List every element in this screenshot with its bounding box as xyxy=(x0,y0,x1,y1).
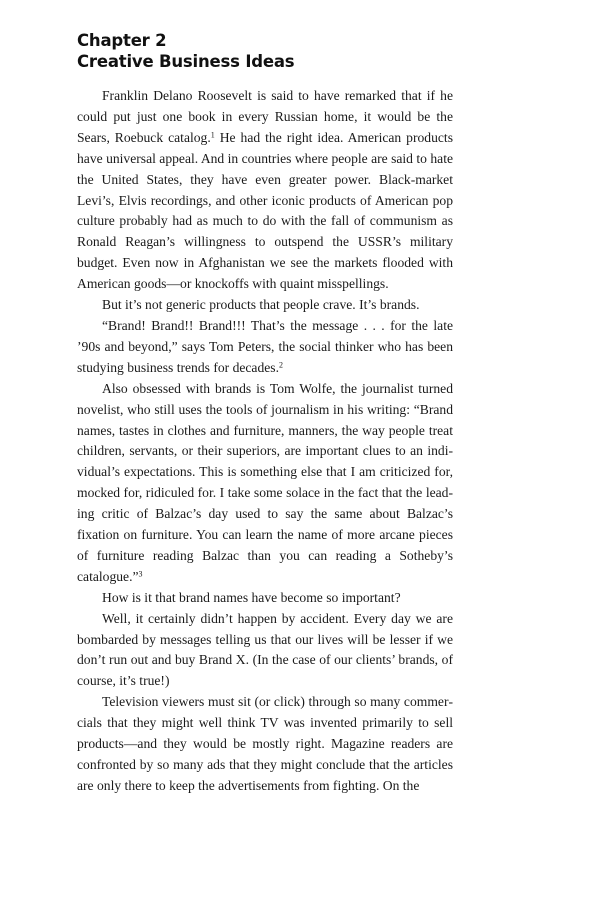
chapter-label: Chapter 2 xyxy=(77,31,167,50)
paragraph: Television viewers must sit (or click) through so many commercials that they might well think TV was invented primarily to sell products—and they would be mostly right. Magazine readers are confronted by so many ads that they might conclude that the articles are only there to keep the advertisements from fighting. On the xyxy=(77,694,453,793)
paragraph: But it’s not generic products that people crave. It’s brands. xyxy=(102,297,420,313)
paragraph: Franklin Delano Roosevelt is said to have remarked that if he could put just one book in every Russian home, it would be the Sears, Roebuck catalog.$^1$ He had the right idea. American products have universal appeal. And in countries where people are said to hate the United States, they have even greater power. Black-market Levi’s, Elvis recordings, and other iconic products of American pop culture probably had as much to do with the fall of communism as Ronald Reagan’s willingness to outspend the USSR’s military budget. Even now in Afghanistan we see the markets flooded with American goods—or knockoffs with quaint misspellings. xyxy=(77,88,453,292)
chapter-heading xyxy=(77,30,477,72)
body-text xyxy=(77,86,453,797)
paragraph: Well, it certainly didn’t happen by accident. Every day we are bombarded by messages telling us that our lives will be lesser if we don’t run out and buy Brand X. (In the case of our clients’ brands, of course, it’s true!) xyxy=(77,610,453,689)
footnote-ref-2: 2 xyxy=(278,360,283,370)
paragraph: “Brand! Brand!! Brand!!! That’s the message . . . for the late ’90s and beyond,” says Tom Peters, the social thinker who has been studying business trends for decades.$^2$ xyxy=(77,317,453,375)
paragraph: How is it that brand names have become so important? xyxy=(102,589,401,605)
paragraph: Also obsessed with brands is Tom Wolfe, the journalist turned novelist, who still uses the tools of journalism in his writing: “Brand names, tastes in clothes and furniture, manners, the way people treat children, servants, or their superiors, are important clues to an individual’s expectations. This is something else that I am criticized for, mocked for, ridiculed for. I take some solace in the fact that the leading critic of Balzac’s day used to say the same about Balzac’s fixation on furniture. You can learn the name of more arcane pieces of furniture reading Balzac than you can reading a Sotheby’s catalogue.”$^3$ xyxy=(77,380,453,584)
footnote-ref-1: 1 xyxy=(210,130,215,140)
footnote-ref-3: 3 xyxy=(138,569,143,579)
chapter-title: Creative Business Ideas xyxy=(77,52,295,71)
